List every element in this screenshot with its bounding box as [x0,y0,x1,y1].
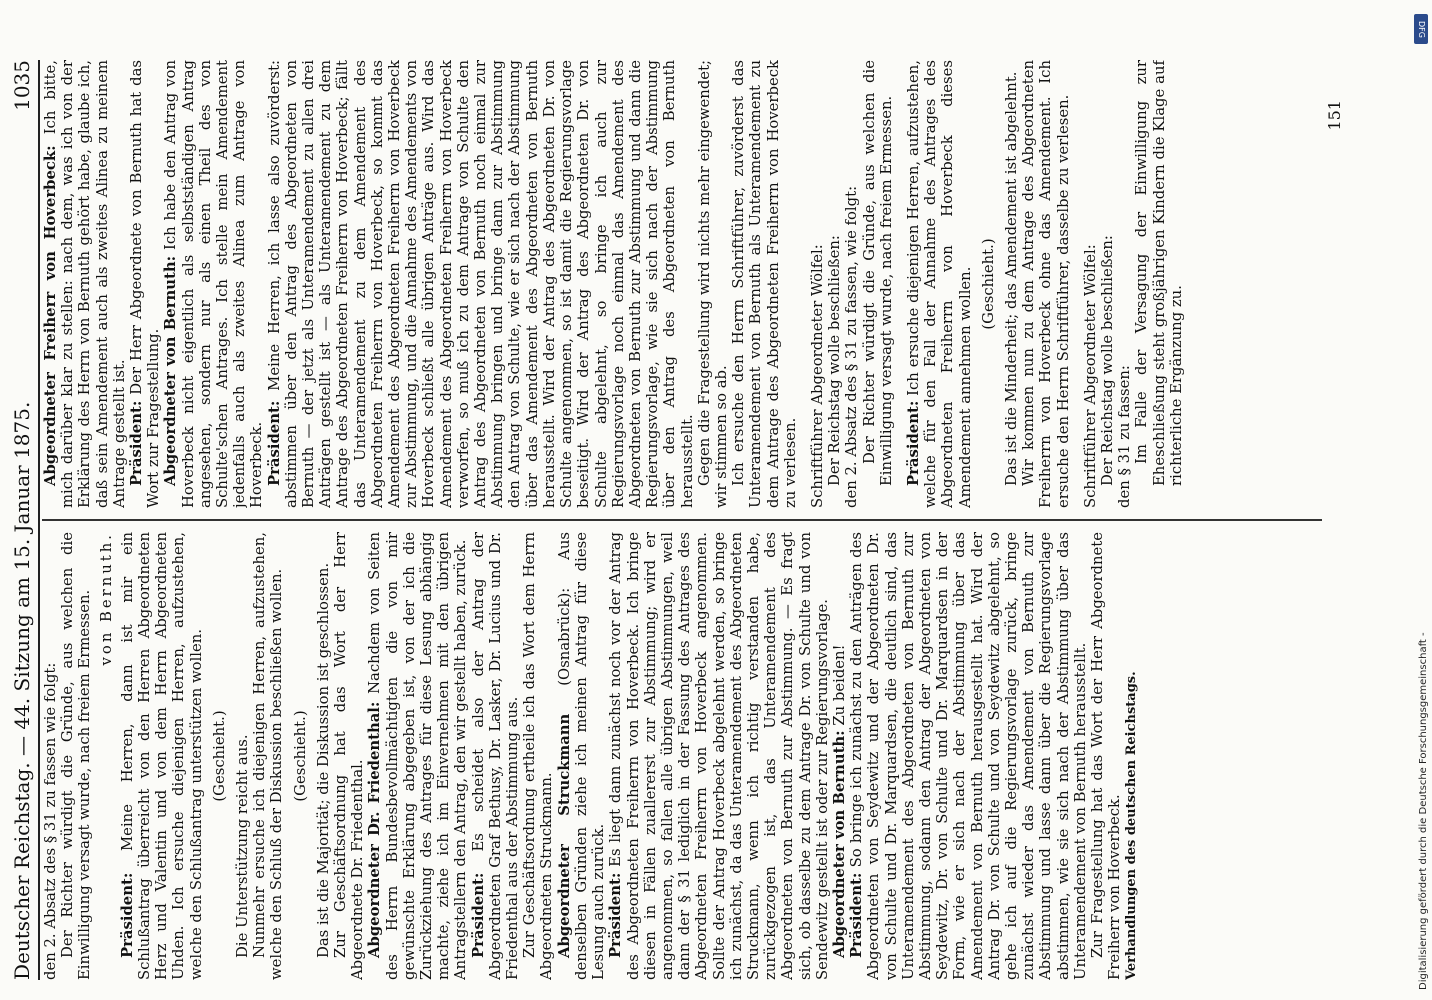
header-page-number: 1035 [10,60,34,111]
paragraph: Der Richter würdigt die Gründe, aus welchen die Einwilligung versagt wurde, nach freiem Ermessen. [59,532,94,980]
paragraph: Nunmehr ersuche ich diejenigen Herren, aufzustehen, welche den Schluß der Diskussion beschließen wollen. [251,532,286,980]
paragraph: den 2. Absatz des § 31 zu fassen wie folgt: [42,662,59,980]
dfg-logo: DFG [1414,14,1428,44]
digitization-credit: Digitalisierung gefördert durch die Deutsche Forschungsgemeinschaft - [1418,632,1429,990]
paragraph: Zur Fragestellung hat das Wort der Herr Abgeordnete Freiherr von Hoverbeck. [1088,532,1124,980]
paragraph: (Geschieht.) [979,238,997,330]
signature-mark: 151 [1325,100,1344,131]
page-header [0,60,40,980]
paragraph: (Geschieht.) [210,710,228,802]
paragraph: Abgeordneter Dr. Friedenthal: Nachdem von Seiten des Herrn Bundesbevollmächtigten die von mir gewünschte Erklärung abgegeben ist, von der ich die Zurückziehung des Antrages für diese Lesung abhängig machte, ziehe ich im Einvernehmen mit den übrigen Antragstellern den Antrag, den wir gestellt haben, zurück. [366,532,470,980]
paragraph: von Bernuth. [97,532,115,666]
paragraph: Präsident: So bringe ich zunächst zu den Anträgen des Abgeordneten von Seydewitz und der Abgeordneten Dr. von Schulte und Dr. Marquardsen, die deutlich sind, das Unteramendement des Abgeordneten von Bernuth zur Abstimmung, sodann den Antrag der Abgeordneten von Seydewitz, Dr. von Schulte und Dr. Marquardsen in der Form, wie er sich nach der Abstimmung über das Amendement von Bernuth herausgestellt hat. Wird der Antrag Dr. von Schulte und von Seydewitz abgelehnt, so gehe ich auf die Regierungsvorlage zurück, bringe zunächst wieder das Amendement von Bernuth zur Abstimmung und lasse dann über die Regierungsvorlage abstimmen, wie sie sich nach der Abstimmung über das Unteramendement von Bernuth herausstellt. [848,532,1089,980]
paragraph: Das ist die Minderheit; das Amendement ist abgelehnt. [1002,71,1020,486]
paragraph: Präsident: Meine Herren, ich lasse also zuvörderst: abstimmen über den Antrag des Abgeordneten von Bernuth — der jetzt als Unteramendement zu allen drei Anträgen gestellt ist — als Unteramendement zu dem Antrage des Abgeordneten Freiherrn von Hoverbeck; fällt das Unteramendement zu dem Amendement des Abgeordneten Freiherrn von Hoverbeck, so kommt das Amendement des Abgeordneten Freiherrn von Hoverbeck zur Abstimmung, und die Annahme des Amendements von Hoverbeck schließt alle übrigen Anträge aus. Wird das Amendement des Abgeordneten Freiherrn von Hoverbeck verworfen, so muß ich zu dem Antrage von Schulte den Antrag des Abgeordneten von Bernuth noch einmal zur Abstimmung bringen und bringe dann zur Abstimmung den Antrag von Schulte, wie er sich nach der Abstimmung über das Amendement des Abgeordneten von Bernuth herausstellt. Wird der Antrag des Abgeordneten Dr. von Schulte angenommen, so ist damit die Regierungsvorlage beseitigt. Wird der Antrag des Abgeordneten Dr. von Schulte abgelehnt, so bringe ich auch zur Regierungsvorlage noch einmal das Amendement des Abgeordneten von Bernuth zur Abstimmung und dann die Regierungsvorlage, wie sie sich nach der Abstimmung über den Antrag des Abgeordneten von Bernuth herausstellt. [265,60,696,508]
paragraph: Präsident: Meine Herren, dann ist mir ein Schlußantrag überreicht von den Herren Abgeordneten Herz und Valentin und von dem Herrn Abgeordneten Uhden. Ich ersuche diejenigen Herren, aufzustehen, welche den Schlußantrag unterstützen wollen. [118,532,205,980]
paragraph: Präsident: Es scheidet also der Antrag der Abgeordneten Graf Bethusy, Dr. Lasker, Dr. Lucius und Dr. Friedenthal aus der Abstimmung aus. [469,532,522,980]
paragraph: Zur Geschäftsordnung ertheile ich das Wort dem Herrn Abgeordneten Struckmann. [521,532,556,980]
rotated-document-page [0,40,1344,1000]
paragraph: Ich ersuche den Herrn Schriftführer, zuvörderst das Unteramendement von Bernuth als Unteramendement zu dem Antrage des Abgeordneten Freiherrn von Hoverbeck zu verlesen. [730,60,799,508]
paragraph: Schriftführer Abgeordneter Wölfel: [1081,244,1099,508]
paragraph: Abgeordneter Struckmann (Osnabrück): Aus denselben Gründen ziehe ich meinen Antrag für diese Lesung auch zurück. [555,532,608,980]
paragraph: Der Reichstag wolle beschließen: [826,235,844,486]
left-column [42,532,1337,980]
paragraph: Zur Geschäftsordnung hat das Wort der Herr Abgeordnete Dr. Friedenthal. [332,532,367,980]
paragraph: Das ist die Majorität; die Diskussion ist geschlossen. [314,562,332,958]
header-title: Deutscher Reichstag. — 44. Sitzung am 15. Januar 1875. [10,401,34,980]
paragraph: Präsident: Der Herr Abgeordnete von Bernuth hat das Wort zur Fragestellung. [128,60,163,508]
column-divider [42,520,1322,522]
paragraph: (Geschieht.) [291,710,309,802]
paragraph: Abgeordneter von Bernuth: Zu beiden! [830,644,848,958]
paragraph: Gegen die Fragestellung wird nichts mehr eingewendet; wir stimmen so ab. [695,60,730,508]
paragraph: Verhandlungen des deutschen Reichstags. [1124,671,1140,980]
paragraph: Der Richter würdigt die Gründe, aus welchen die Einwilligung versagt wurde, nach freiem Ermessen. [860,60,895,486]
paragraph: Der Reichstag wolle beschließen: [1098,235,1116,486]
paragraph: Präsident: Es liegt dann zunächst noch vor der Antrag des Abgeordneten Freiherrn von Hoverbeck. Ich bringe diesen in Fällen zuallererst zur Abstimmung; wird er angenommen, so fallen alle übrigen Abstimmungen, weil dann der § 31 lediglich in der Fassung des Antrages des Abgeordneten Freiherrn von Hoverbeck angenommen. Sollte der Antrag Hoverbeck abgelehnt werden, so bringe ich zunächst, da das Unteramendement des Abgeordneten Struckmann, wenn ich richtig verstanden habe, zurückgezogen ist, das Unteramendement des Abgeordneten von Bernuth zur Abstimmung. — Es fragt sich, ob dasselbe zu dem Antrage Dr. von Schulte und von Sendewitz gestellt ist oder zur Regierungsvorlage. [607,532,831,980]
paragraph: Präsident: Ich ersuche diejenigen Herren, aufzustehen, welche für den Fall der Annahme des Antrages des Abgeordneten Freiherrn von Hoverbeck dieses Amendement annehmen wollen. [904,60,974,508]
paragraph: Abgeordneter von Bernuth: Ich habe den Antrag von Hoverbeck nicht eigentlich als selbstständigen Antrag angesehen, sondern nur als einen Theil des von Schulte'schen Antrages. Ich stelle mein Amendement jedenfalls auch als zweites Alinea zum Antrage von Hoverbeck. [162,60,266,508]
right-column [42,60,1337,508]
paragraph: Im Falle der Versagung der Einwilligung zur Eheschließung steht großjährigen Kindern die Klage auf richterliche Ergänzung zu. [1133,60,1185,486]
paragraph: Abgeordneter Freiherr von Hoverbeck: Ich bitte, mich darüber klar zu stellen: nach dem, was ich von der Erklärung des Herrn von Bernuth gehört habe, glaube ich, daß sein Amendement auch als zweites Alinea zu meinem Antrage gestellt ist. [42,60,128,508]
paragraph: Wir kommen nun zu dem Antrage des Abgeordneten Freiherrn von Hoverbeck ohne das Amendement. Ich ersuche den Herrn Schriftführer, dasselbe zu verlesen. [1020,60,1072,508]
paragraph: den 2. Absatz des § 31 zu fassen, wie folgt: [843,185,861,508]
paragraph: den § 31 zu fassen: [1116,365,1134,508]
paragraph: Die Unterstützung reicht aus. [234,734,252,958]
paragraph: Schriftführer Abgeordneter Wölfel: [808,244,826,508]
